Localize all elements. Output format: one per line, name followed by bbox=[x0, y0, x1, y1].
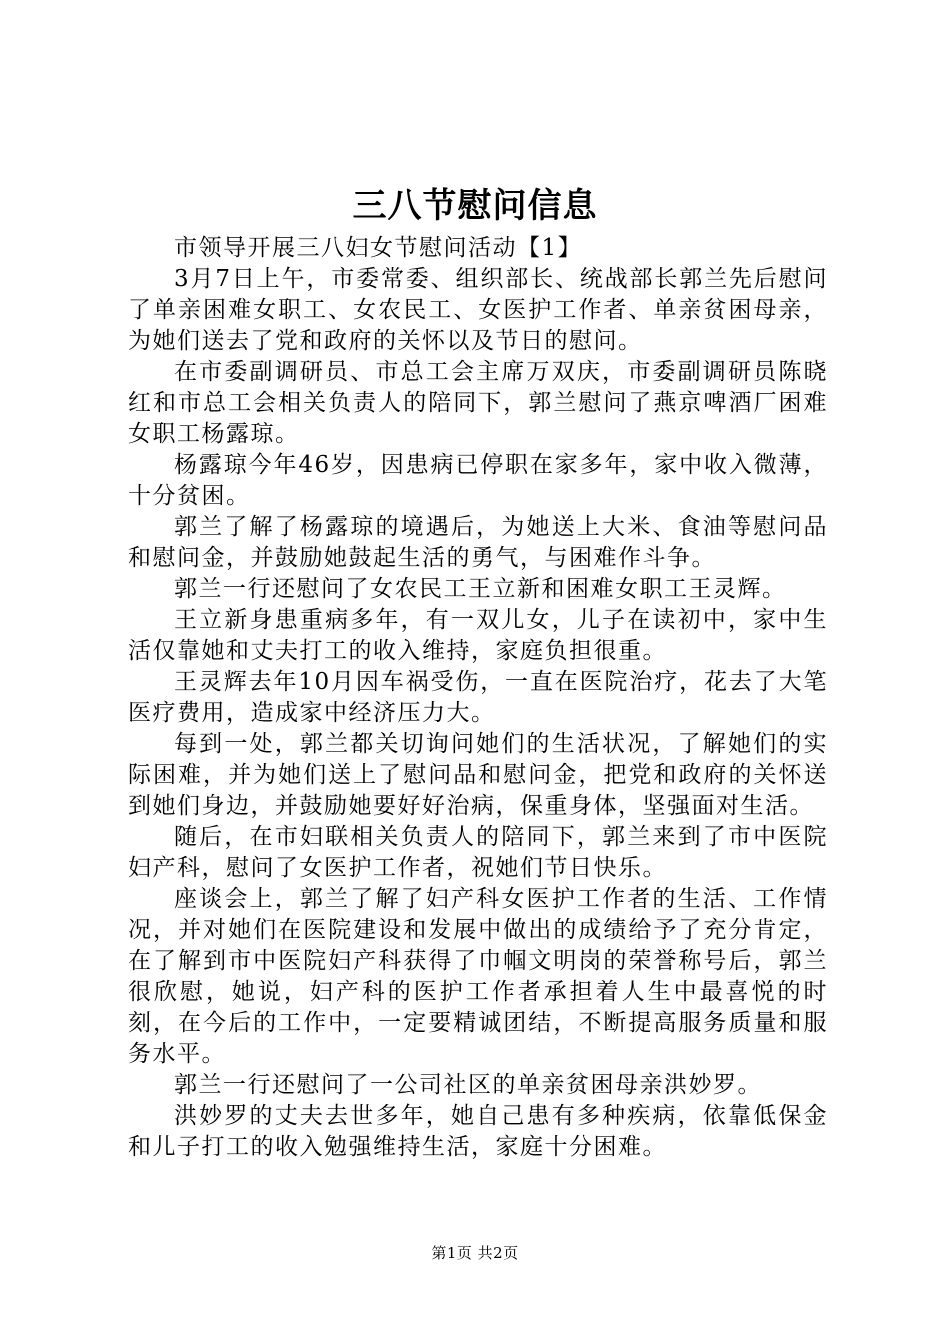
paragraph: 座谈会上，郭兰了解了妇产科女医护工作者的生活、工作情况，并对她们在医院建设和发展中做出的成绩给予了充分肯定，在了解到市中医院妇产科获得了巾帼文明岗的荣誉称号后，郭兰很欣慰，她说，妇产科的医护工作者承担着人生中最喜悦的时刻，在今后的工作中，一定要精诚团结，不断提高服务质量和服务水平。 bbox=[128, 886, 828, 1067]
paragraph: 在市委副调研员、市总工会主席万双庆，市委副调研员陈晓红和市总工会相关负责人的陪同下，郭兰慰问了燕京啤酒厂困难女职工杨露琼。 bbox=[128, 359, 828, 447]
document-subtitle: 市领导开展三八妇女节慰问活动【1】 bbox=[174, 235, 583, 261]
paragraph: 王灵辉去年10月因车祸受伤，一直在医院治疗，花去了大笔医疗费用，造成家中经济压力大。 bbox=[128, 669, 828, 726]
paragraph: 杨露琼今年46岁，因患病已停职在家多年，家中收入微薄，十分贫困。 bbox=[128, 452, 828, 509]
paragraph: 每到一处，郭兰都关切询问她们的生活状况，了解她们的实际困难，并为她们送上了慰问品和慰问金，把党和政府的关怀送到她们身边，并鼓励她要好好治病，保重身体，坚强面对生活。 bbox=[128, 731, 828, 819]
paragraph: 郭兰一行还慰问了一公司社区的单亲贫困母亲洪妙罗。 bbox=[174, 1072, 762, 1098]
document-body bbox=[128, 233, 828, 1163]
paragraph: 3月7日上午，市委常委、组织部长、统战部长郭兰先后慰问了单亲困难女职工、女农民工、女医护工作者、单亲贫困母亲，为她们送去了党和政府的关怀以及节日的慰问。 bbox=[128, 266, 828, 354]
paragraph: 郭兰一行还慰问了女农民工王立新和困难女职工王灵辉。 bbox=[174, 576, 787, 602]
paragraph: 随后，在市妇联相关负责人的陪同下，郭兰来到了市中医院妇产科，慰问了女医护工作者，祝她们节日快乐。 bbox=[128, 824, 828, 881]
paragraph: 洪妙罗的丈夫去世多年，她自己患有多种疾病，依靠低保金和儿子打工的收入勉强维持生活，家庭十分困难。 bbox=[128, 1103, 828, 1160]
paragraph: 王立新身患重病多年，有一双儿女，儿子在读初中，家中生活仅靠她和丈夫打工的收入维持，家庭负担很重。 bbox=[128, 607, 828, 664]
paragraph: 郭兰了解了杨露琼的境遇后，为她送上大米、食油等慰问品和慰问金，并鼓励她鼓起生活的勇气，与困难作斗争。 bbox=[128, 514, 828, 571]
document-title: 三八节慰问信息 bbox=[352, 186, 598, 226]
page-number-footer: 第1页 共2页 bbox=[431, 1244, 519, 1262]
